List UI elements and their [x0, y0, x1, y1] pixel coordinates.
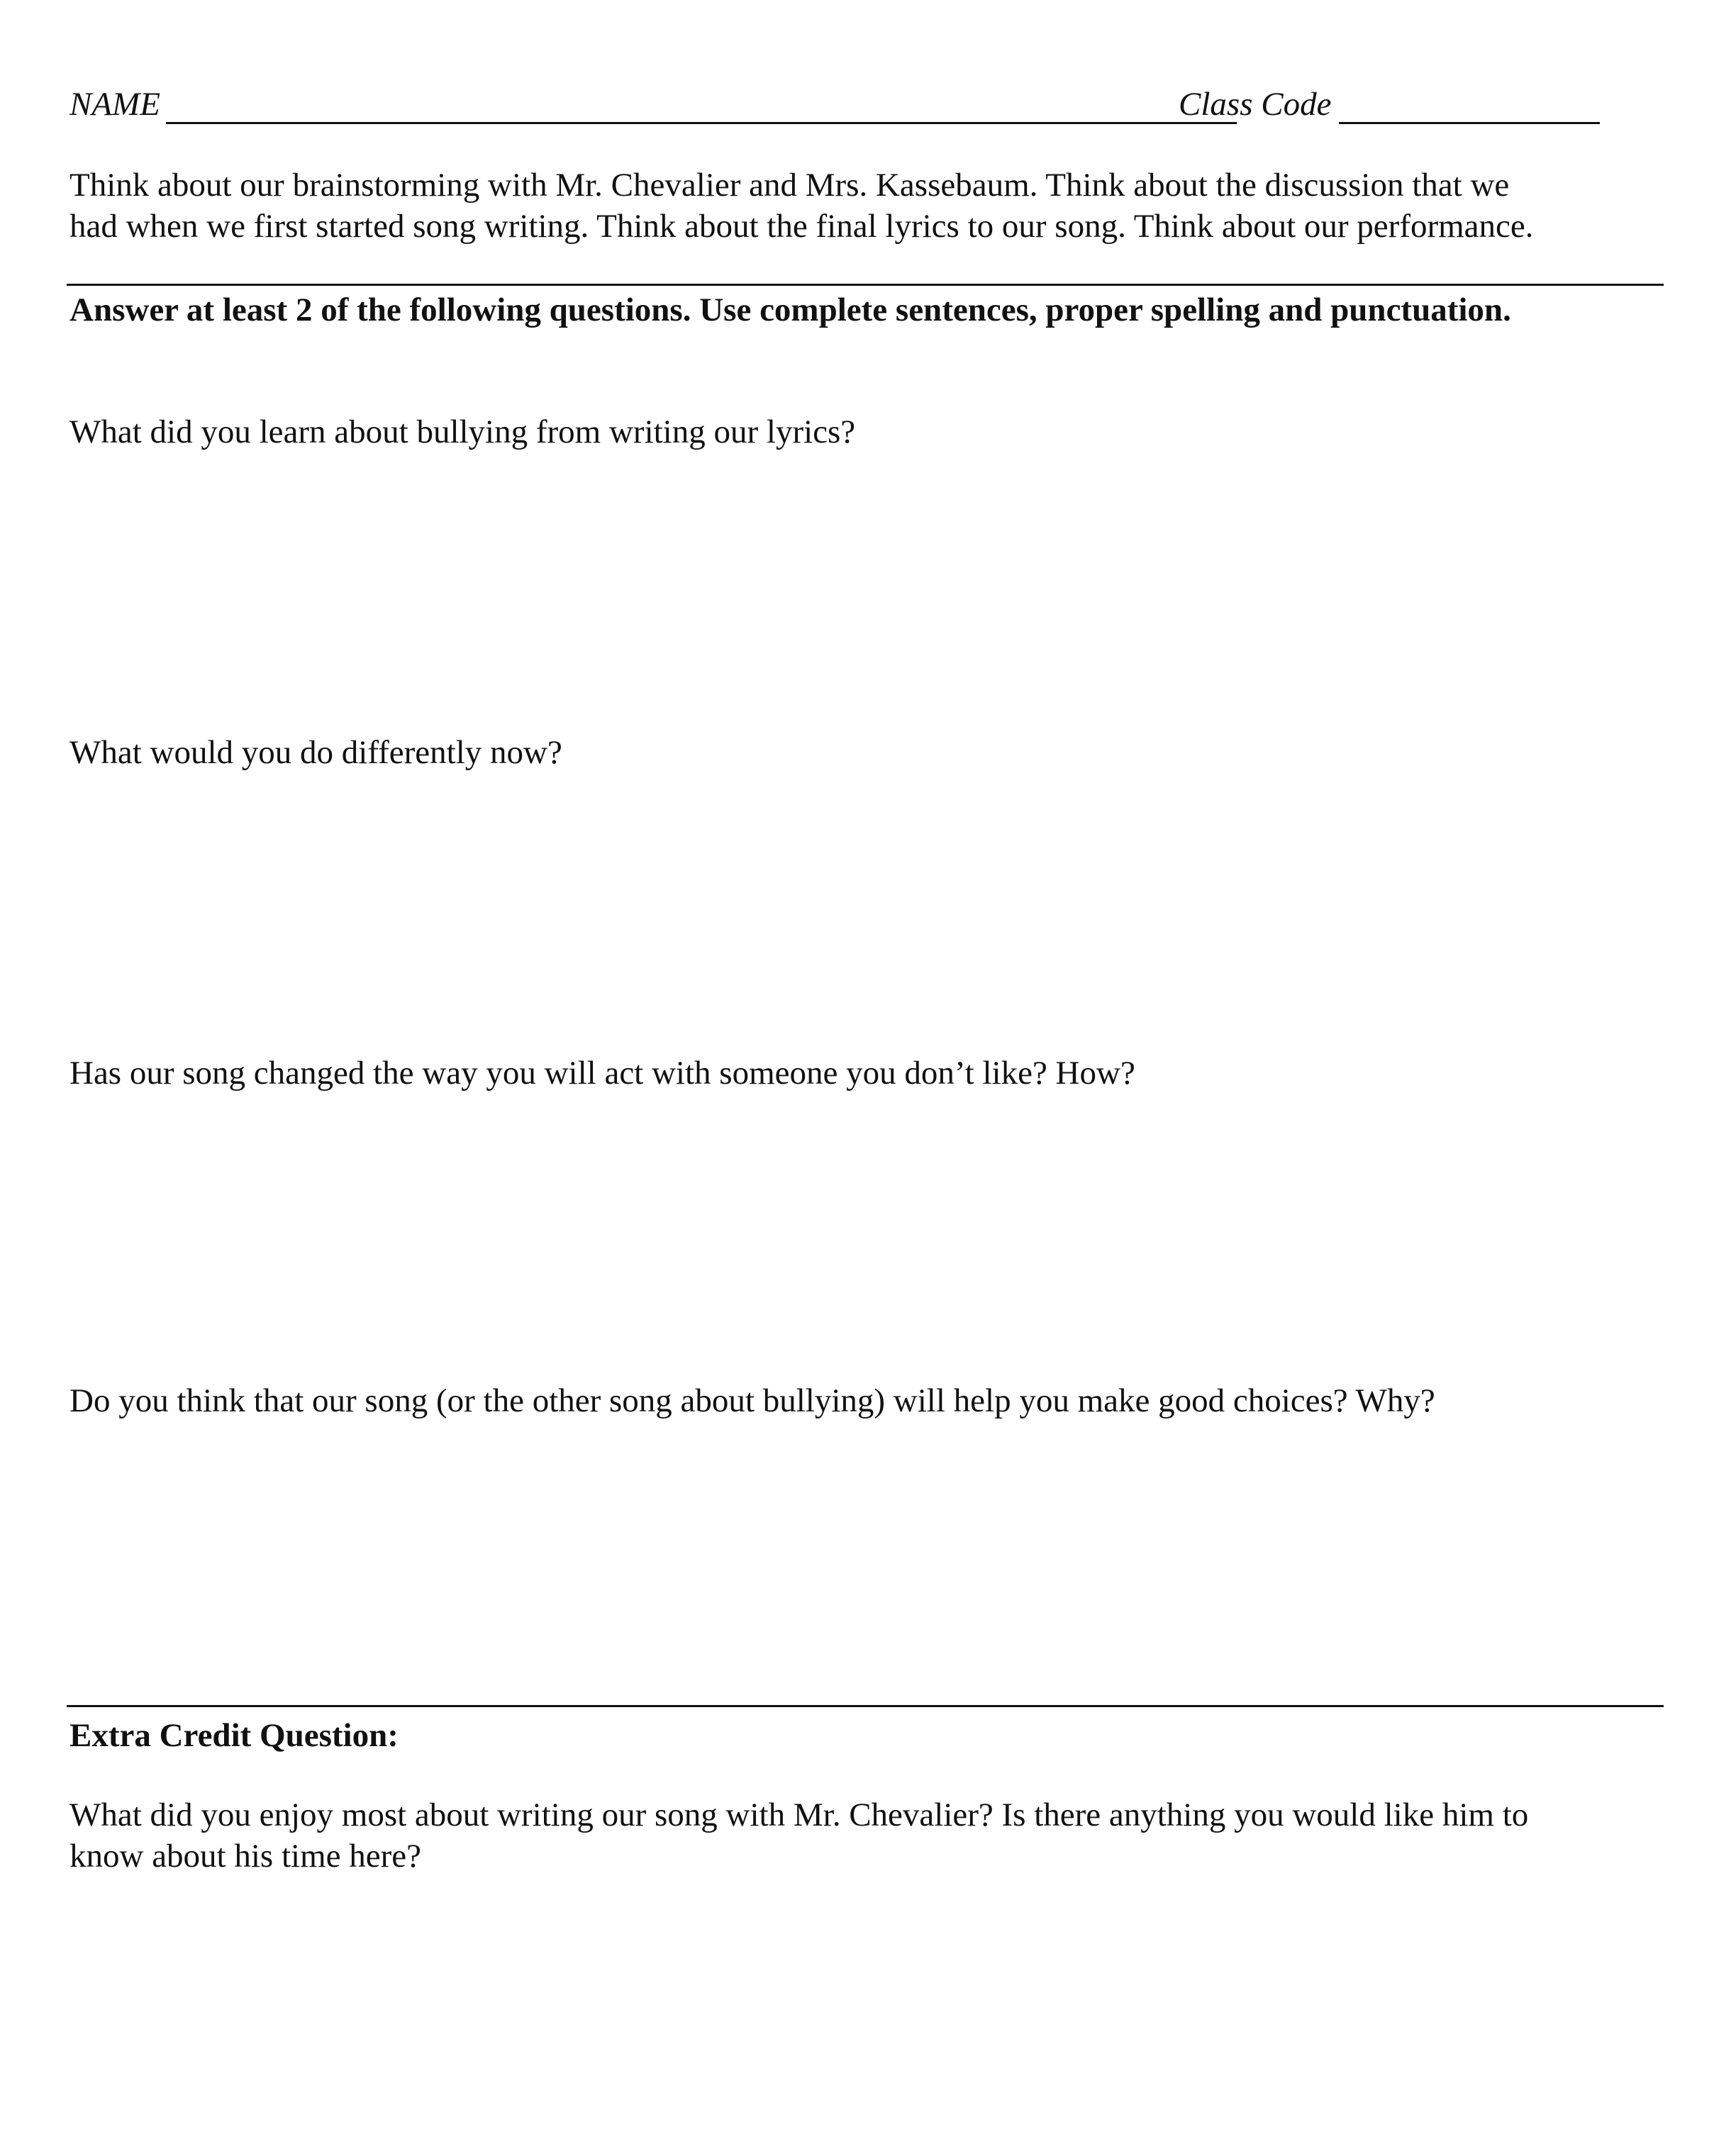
extra-credit-heading: Extra Credit Question: — [69, 1717, 399, 1754]
answer-area-2[interactable] — [69, 780, 1658, 1043]
intro-line: Think about our brainstorming with Mr. Chevalier and Mrs. Kassebaum. Think about the discussion that we — [69, 167, 1510, 204]
answer-area-4[interactable] — [69, 1427, 1658, 1689]
answer-area-1[interactable] — [69, 461, 1658, 716]
instructions: Answer at least 2 of the following questions. Use complete sentences, proper spelling and punctuation. — [69, 291, 1511, 328]
extra-credit-answer-area[interactable] — [69, 1887, 1658, 2128]
divider-extra-credit — [67, 1705, 1664, 1707]
question-3: Has our song changed the way you will act with someone you don’t like? How? — [69, 1055, 1135, 1092]
question-2: What would you do differently now? — [69, 734, 562, 771]
name-label: NAME — [69, 86, 160, 123]
extra-credit-question-line: know about his time here? — [69, 1838, 421, 1875]
divider-top — [67, 284, 1664, 286]
question-1: What did you learn about bullying from writing our lyrics? — [69, 413, 856, 450]
intro-paragraph — [69, 165, 1701, 247]
class-code-field-blank[interactable] — [1339, 122, 1600, 124]
extra-credit-question-line: What did you enjoy most about writing our song with Mr. Chevalier? Is there anything you would like him to — [69, 1797, 1529, 1833]
intro-line: had when we first started song writing. Think about the final lyrics to our song. Think about our performance. — [69, 208, 1534, 245]
header-row — [69, 84, 1615, 129]
name-field-blank[interactable] — [166, 122, 1237, 124]
answer-area-3[interactable] — [69, 1099, 1658, 1369]
question-4: Do you think that our song (or the other song about bullying) will help you make good choices? Why? — [69, 1382, 1435, 1419]
class-code-label: Class Code — [1179, 86, 1332, 123]
